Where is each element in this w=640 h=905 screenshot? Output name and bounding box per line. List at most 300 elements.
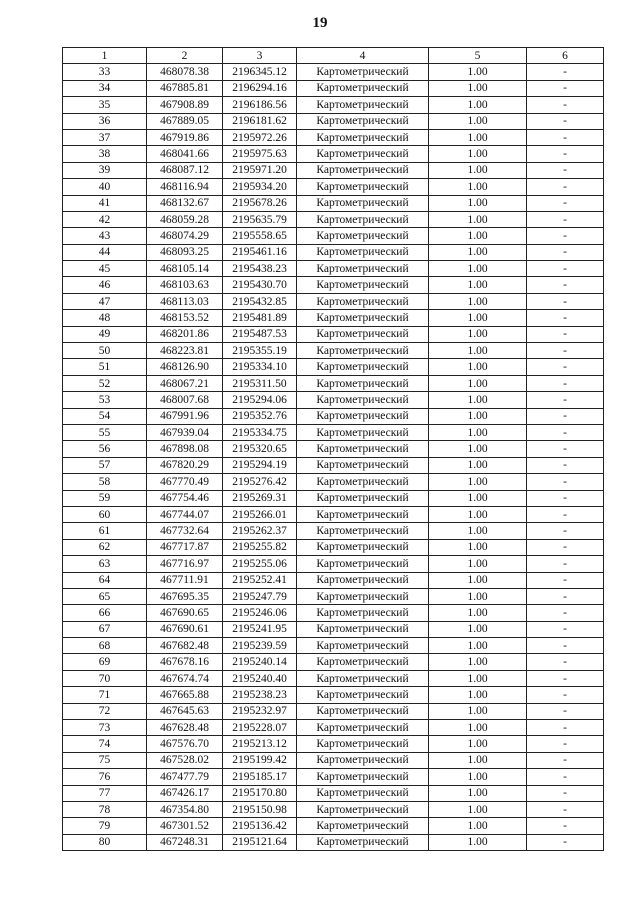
- accuracy-cell: 1.00: [429, 785, 527, 801]
- point-number-cell: 49: [63, 326, 147, 342]
- y-coordinate-cell: 2195150.98: [223, 801, 297, 817]
- method-cell: Картометрический: [297, 752, 429, 768]
- point-number-cell: 46: [63, 277, 147, 293]
- y-coordinate-cell: 2195276.42: [223, 474, 297, 490]
- x-coordinate-cell: 467645.63: [147, 703, 223, 719]
- point-number-cell: 71: [63, 687, 147, 703]
- accuracy-cell: 1.00: [429, 277, 527, 293]
- x-coordinate-cell: 468132.67: [147, 195, 223, 211]
- accuracy-cell: 1.00: [429, 818, 527, 834]
- method-cell: Картометрический: [297, 654, 429, 670]
- x-coordinate-cell: 468087.12: [147, 162, 223, 178]
- accuracy-cell: 1.00: [429, 64, 527, 80]
- table-row: [63, 129, 604, 145]
- note-cell: -: [527, 654, 604, 670]
- table-row: [63, 687, 604, 703]
- table-row: [63, 392, 604, 408]
- note-cell: -: [527, 687, 604, 703]
- table-row: [63, 228, 604, 244]
- note-cell: -: [527, 392, 604, 408]
- table-row: [63, 441, 604, 457]
- x-coordinate-cell: 468074.29: [147, 228, 223, 244]
- accuracy-cell: 1.00: [429, 326, 527, 342]
- y-coordinate-cell: 2195199.42: [223, 752, 297, 768]
- y-coordinate-cell: 2195975.63: [223, 146, 297, 162]
- method-cell: Картометрический: [297, 179, 429, 195]
- method-cell: Картометрический: [297, 523, 429, 539]
- point-number-cell: 59: [63, 490, 147, 506]
- method-cell: Картометрический: [297, 261, 429, 277]
- table-row: [63, 572, 604, 588]
- point-number-cell: 69: [63, 654, 147, 670]
- point-number-cell: 44: [63, 244, 147, 260]
- table-row: [63, 556, 604, 572]
- accuracy-cell: 1.00: [429, 720, 527, 736]
- method-cell: Картометрический: [297, 359, 429, 375]
- point-number-cell: 52: [63, 375, 147, 391]
- table-row: [63, 490, 604, 506]
- y-coordinate-cell: 2195971.20: [223, 162, 297, 178]
- method-cell: Картометрический: [297, 687, 429, 703]
- method-cell: Картометрический: [297, 228, 429, 244]
- method-cell: Картометрический: [297, 162, 429, 178]
- y-coordinate-cell: 2195246.06: [223, 605, 297, 621]
- x-coordinate-cell: 467939.04: [147, 424, 223, 440]
- table-row: [63, 375, 604, 391]
- table-row: [63, 408, 604, 424]
- table-row: [63, 736, 604, 752]
- y-coordinate-cell: 2195262.37: [223, 523, 297, 539]
- note-cell: -: [527, 64, 604, 80]
- method-cell: Картометрический: [297, 424, 429, 440]
- accuracy-cell: 1.00: [429, 80, 527, 96]
- y-coordinate-cell: 2195635.79: [223, 211, 297, 227]
- point-number-cell: 66: [63, 605, 147, 621]
- method-cell: Картометрический: [297, 129, 429, 145]
- table-row: [63, 343, 604, 359]
- accuracy-cell: 1.00: [429, 375, 527, 391]
- table-row: [63, 310, 604, 326]
- accuracy-cell: 1.00: [429, 211, 527, 227]
- accuracy-cell: 1.00: [429, 261, 527, 277]
- accuracy-cell: 1.00: [429, 539, 527, 555]
- point-number-cell: 41: [63, 195, 147, 211]
- header-row: [63, 48, 604, 64]
- point-number-cell: 37: [63, 129, 147, 145]
- x-coordinate-cell: 467695.35: [147, 588, 223, 604]
- note-cell: -: [527, 638, 604, 654]
- table-row: [63, 64, 604, 80]
- table-row: [63, 244, 604, 260]
- y-coordinate-cell: 2195252.41: [223, 572, 297, 588]
- accuracy-cell: 1.00: [429, 736, 527, 752]
- x-coordinate-cell: 467678.16: [147, 654, 223, 670]
- table-row: [63, 785, 604, 801]
- note-cell: -: [527, 572, 604, 588]
- y-coordinate-cell: 2195334.75: [223, 424, 297, 440]
- accuracy-cell: 1.00: [429, 113, 527, 129]
- y-coordinate-cell: 2196186.56: [223, 97, 297, 113]
- note-cell: -: [527, 490, 604, 506]
- note-cell: -: [527, 785, 604, 801]
- x-coordinate-cell: 467754.46: [147, 490, 223, 506]
- method-cell: Картометрический: [297, 474, 429, 490]
- method-cell: Картометрический: [297, 490, 429, 506]
- x-coordinate-cell: 467248.31: [147, 834, 223, 850]
- accuracy-cell: 1.00: [429, 523, 527, 539]
- note-cell: -: [527, 556, 604, 572]
- method-cell: Картометрический: [297, 97, 429, 113]
- table-body: [63, 64, 604, 851]
- table-row: [63, 293, 604, 309]
- note-cell: -: [527, 113, 604, 129]
- method-cell: Картометрический: [297, 588, 429, 604]
- table-row: [63, 670, 604, 686]
- note-cell: -: [527, 801, 604, 817]
- point-number-cell: 50: [63, 343, 147, 359]
- y-coordinate-cell: 2195228.07: [223, 720, 297, 736]
- point-number-cell: 58: [63, 474, 147, 490]
- table-row: [63, 703, 604, 719]
- note-cell: -: [527, 179, 604, 195]
- y-coordinate-cell: 2195430.70: [223, 277, 297, 293]
- y-coordinate-cell: 2195355.19: [223, 343, 297, 359]
- point-number-cell: 56: [63, 441, 147, 457]
- column-header-2: 2: [147, 48, 223, 64]
- x-coordinate-cell: 467690.61: [147, 621, 223, 637]
- table-row: [63, 523, 604, 539]
- accuracy-cell: 1.00: [429, 162, 527, 178]
- x-coordinate-cell: 467991.96: [147, 408, 223, 424]
- note-cell: -: [527, 408, 604, 424]
- x-coordinate-cell: 467711.91: [147, 572, 223, 588]
- x-coordinate-cell: 468093.25: [147, 244, 223, 260]
- table-row: [63, 474, 604, 490]
- accuracy-cell: 1.00: [429, 752, 527, 768]
- note-cell: -: [527, 769, 604, 785]
- y-coordinate-cell: 2195239.59: [223, 638, 297, 654]
- method-cell: Картометрический: [297, 408, 429, 424]
- note-cell: -: [527, 228, 604, 244]
- note-cell: -: [527, 129, 604, 145]
- method-cell: Картометрический: [297, 834, 429, 850]
- point-number-cell: 35: [63, 97, 147, 113]
- accuracy-cell: 1.00: [429, 801, 527, 817]
- x-coordinate-cell: 467820.29: [147, 457, 223, 473]
- note-cell: -: [527, 523, 604, 539]
- y-coordinate-cell: 2195311.50: [223, 375, 297, 391]
- accuracy-cell: 1.00: [429, 244, 527, 260]
- table-row: [63, 654, 604, 670]
- point-number-cell: 62: [63, 539, 147, 555]
- table-row: [63, 113, 604, 129]
- accuracy-cell: 1.00: [429, 687, 527, 703]
- y-coordinate-cell: 2195266.01: [223, 506, 297, 522]
- x-coordinate-cell: 468007.68: [147, 392, 223, 408]
- accuracy-cell: 1.00: [429, 293, 527, 309]
- x-coordinate-cell: 467528.02: [147, 752, 223, 768]
- y-coordinate-cell: 2196345.12: [223, 64, 297, 80]
- x-coordinate-cell: 467628.48: [147, 720, 223, 736]
- table-row: [63, 97, 604, 113]
- accuracy-cell: 1.00: [429, 572, 527, 588]
- x-coordinate-cell: 467889.05: [147, 113, 223, 129]
- x-coordinate-cell: 467770.49: [147, 474, 223, 490]
- accuracy-cell: 1.00: [429, 228, 527, 244]
- accuracy-cell: 1.00: [429, 474, 527, 490]
- accuracy-cell: 1.00: [429, 638, 527, 654]
- point-number-cell: 53: [63, 392, 147, 408]
- note-cell: -: [527, 359, 604, 375]
- x-coordinate-cell: 468126.90: [147, 359, 223, 375]
- point-number-cell: 38: [63, 146, 147, 162]
- y-coordinate-cell: 2195232.97: [223, 703, 297, 719]
- column-header-4: 4: [297, 48, 429, 64]
- point-number-cell: 43: [63, 228, 147, 244]
- y-coordinate-cell: 2195185.17: [223, 769, 297, 785]
- point-number-cell: 48: [63, 310, 147, 326]
- x-coordinate-cell: 467898.08: [147, 441, 223, 457]
- y-coordinate-cell: 2195438.23: [223, 261, 297, 277]
- x-coordinate-cell: 467732.64: [147, 523, 223, 539]
- table-row: [63, 424, 604, 440]
- method-cell: Картометрический: [297, 277, 429, 293]
- table-row: [63, 605, 604, 621]
- x-coordinate-cell: 467426.17: [147, 785, 223, 801]
- note-cell: -: [527, 424, 604, 440]
- y-coordinate-cell: 2195432.85: [223, 293, 297, 309]
- x-coordinate-cell: 467665.88: [147, 687, 223, 703]
- coordinates-table: [62, 47, 604, 851]
- table-row: [63, 801, 604, 817]
- y-coordinate-cell: 2196294.16: [223, 80, 297, 96]
- x-coordinate-cell: 468223.81: [147, 343, 223, 359]
- y-coordinate-cell: 2195238.23: [223, 687, 297, 703]
- method-cell: Картометрический: [297, 785, 429, 801]
- column-header-1: 1: [63, 48, 147, 64]
- x-coordinate-cell: 467908.89: [147, 97, 223, 113]
- accuracy-cell: 1.00: [429, 605, 527, 621]
- method-cell: Картометрический: [297, 441, 429, 457]
- note-cell: -: [527, 326, 604, 342]
- method-cell: Картометрический: [297, 392, 429, 408]
- note-cell: -: [527, 97, 604, 113]
- method-cell: Картометрический: [297, 539, 429, 555]
- accuracy-cell: 1.00: [429, 408, 527, 424]
- y-coordinate-cell: 2195269.31: [223, 490, 297, 506]
- note-cell: -: [527, 834, 604, 850]
- y-coordinate-cell: 2195972.26: [223, 129, 297, 145]
- table-row: [63, 359, 604, 375]
- note-cell: -: [527, 588, 604, 604]
- point-number-cell: 34: [63, 80, 147, 96]
- table-row: [63, 638, 604, 654]
- method-cell: Картометрический: [297, 457, 429, 473]
- accuracy-cell: 1.00: [429, 146, 527, 162]
- accuracy-cell: 1.00: [429, 359, 527, 375]
- table-row: [63, 211, 604, 227]
- x-coordinate-cell: 467674.74: [147, 670, 223, 686]
- point-number-cell: 70: [63, 670, 147, 686]
- x-coordinate-cell: 467682.48: [147, 638, 223, 654]
- y-coordinate-cell: 2195487.53: [223, 326, 297, 342]
- accuracy-cell: 1.00: [429, 769, 527, 785]
- column-header-6: 6: [527, 48, 604, 64]
- y-coordinate-cell: 2195294.06: [223, 392, 297, 408]
- method-cell: Картометрический: [297, 572, 429, 588]
- method-cell: Картометрический: [297, 638, 429, 654]
- table-row: [63, 506, 604, 522]
- note-cell: -: [527, 441, 604, 457]
- method-cell: Картометрический: [297, 64, 429, 80]
- note-cell: -: [527, 720, 604, 736]
- note-cell: -: [527, 621, 604, 637]
- y-coordinate-cell: 2195320.65: [223, 441, 297, 457]
- x-coordinate-cell: 468105.14: [147, 261, 223, 277]
- point-number-cell: 68: [63, 638, 147, 654]
- method-cell: Картометрический: [297, 195, 429, 211]
- y-coordinate-cell: 2195247.79: [223, 588, 297, 604]
- table-row: [63, 326, 604, 342]
- method-cell: Картометрический: [297, 293, 429, 309]
- x-coordinate-cell: 467919.86: [147, 129, 223, 145]
- x-coordinate-cell: 467477.79: [147, 769, 223, 785]
- y-coordinate-cell: 2195934.20: [223, 179, 297, 195]
- x-coordinate-cell: 467716.97: [147, 556, 223, 572]
- x-coordinate-cell: 468201.86: [147, 326, 223, 342]
- note-cell: -: [527, 162, 604, 178]
- y-coordinate-cell: 2195255.82: [223, 539, 297, 555]
- method-cell: Картометрический: [297, 211, 429, 227]
- page-number: 19: [312, 15, 328, 31]
- accuracy-cell: 1.00: [429, 506, 527, 522]
- note-cell: -: [527, 818, 604, 834]
- accuracy-cell: 1.00: [429, 441, 527, 457]
- accuracy-cell: 1.00: [429, 392, 527, 408]
- point-number-cell: 67: [63, 621, 147, 637]
- accuracy-cell: 1.00: [429, 310, 527, 326]
- method-cell: Картометрический: [297, 703, 429, 719]
- x-coordinate-cell: 467354.80: [147, 801, 223, 817]
- point-number-cell: 72: [63, 703, 147, 719]
- accuracy-cell: 1.00: [429, 490, 527, 506]
- y-coordinate-cell: 2195136.42: [223, 818, 297, 834]
- accuracy-cell: 1.00: [429, 670, 527, 686]
- note-cell: -: [527, 703, 604, 719]
- column-header-5: 5: [429, 48, 527, 64]
- table-row: [63, 752, 604, 768]
- point-number-cell: 51: [63, 359, 147, 375]
- table-row: [63, 277, 604, 293]
- method-cell: Картометрический: [297, 556, 429, 572]
- note-cell: -: [527, 261, 604, 277]
- table-row: [63, 818, 604, 834]
- point-number-cell: 39: [63, 162, 147, 178]
- point-number-cell: 42: [63, 211, 147, 227]
- y-coordinate-cell: 2196181.62: [223, 113, 297, 129]
- note-cell: -: [527, 310, 604, 326]
- table-row: [63, 588, 604, 604]
- note-cell: -: [527, 375, 604, 391]
- y-coordinate-cell: 2195294.19: [223, 457, 297, 473]
- x-coordinate-cell: 468116.94: [147, 179, 223, 195]
- method-cell: Картометрический: [297, 621, 429, 637]
- table-row: [63, 195, 604, 211]
- accuracy-cell: 1.00: [429, 834, 527, 850]
- x-coordinate-cell: 467576.70: [147, 736, 223, 752]
- method-cell: Картометрический: [297, 80, 429, 96]
- method-cell: Картометрический: [297, 146, 429, 162]
- x-coordinate-cell: 468078.38: [147, 64, 223, 80]
- note-cell: -: [527, 736, 604, 752]
- point-number-cell: 64: [63, 572, 147, 588]
- column-header-3: 3: [223, 48, 297, 64]
- note-cell: -: [527, 343, 604, 359]
- x-coordinate-cell: 467690.65: [147, 605, 223, 621]
- x-coordinate-cell: 468059.28: [147, 211, 223, 227]
- point-number-cell: 65: [63, 588, 147, 604]
- note-cell: -: [527, 195, 604, 211]
- point-number-cell: 78: [63, 801, 147, 817]
- x-coordinate-cell: 467744.07: [147, 506, 223, 522]
- x-coordinate-cell: 467885.81: [147, 80, 223, 96]
- note-cell: -: [527, 752, 604, 768]
- accuracy-cell: 1.00: [429, 424, 527, 440]
- method-cell: Картометрический: [297, 244, 429, 260]
- x-coordinate-cell: 468067.21: [147, 375, 223, 391]
- method-cell: Картометрический: [297, 670, 429, 686]
- x-coordinate-cell: 467301.52: [147, 818, 223, 834]
- table-row: [63, 179, 604, 195]
- method-cell: Картометрический: [297, 310, 429, 326]
- y-coordinate-cell: 2195481.89: [223, 310, 297, 326]
- table-row: [63, 834, 604, 850]
- point-number-cell: 79: [63, 818, 147, 834]
- accuracy-cell: 1.00: [429, 654, 527, 670]
- y-coordinate-cell: 2195241.95: [223, 621, 297, 637]
- note-cell: -: [527, 277, 604, 293]
- note-cell: -: [527, 539, 604, 555]
- note-cell: -: [527, 457, 604, 473]
- y-coordinate-cell: 2195121.64: [223, 834, 297, 850]
- point-number-cell: 45: [63, 261, 147, 277]
- note-cell: -: [527, 670, 604, 686]
- note-cell: -: [527, 605, 604, 621]
- point-number-cell: 80: [63, 834, 147, 850]
- point-number-cell: 55: [63, 424, 147, 440]
- point-number-cell: 47: [63, 293, 147, 309]
- x-coordinate-cell: 468113.03: [147, 293, 223, 309]
- x-coordinate-cell: 467717.87: [147, 539, 223, 555]
- accuracy-cell: 1.00: [429, 457, 527, 473]
- table-row: [63, 769, 604, 785]
- method-cell: Картометрический: [297, 769, 429, 785]
- y-coordinate-cell: 2195334.10: [223, 359, 297, 375]
- method-cell: Картометрический: [297, 720, 429, 736]
- note-cell: -: [527, 80, 604, 96]
- y-coordinate-cell: 2195461.16: [223, 244, 297, 260]
- method-cell: Картометрический: [297, 375, 429, 391]
- point-number-cell: 61: [63, 523, 147, 539]
- accuracy-cell: 1.00: [429, 129, 527, 145]
- accuracy-cell: 1.00: [429, 588, 527, 604]
- table-header: [63, 48, 604, 64]
- accuracy-cell: 1.00: [429, 343, 527, 359]
- point-number-cell: 63: [63, 556, 147, 572]
- accuracy-cell: 1.00: [429, 556, 527, 572]
- note-cell: -: [527, 244, 604, 260]
- note-cell: -: [527, 474, 604, 490]
